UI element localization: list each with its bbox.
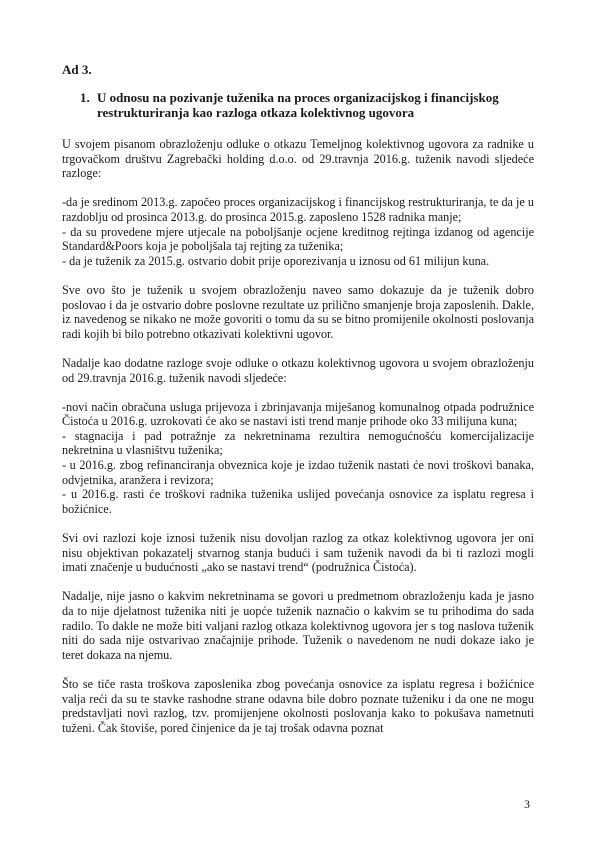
paragraph: Što se tiče rasta troškova zaposlenika zbog povećanja osnovice za isplatu regresa i božićnice valja reći da su te stavke rashodne strane odavna bile dobro poznate tuženiku i da one ne mogu predstavljati novi razlog, tzv. promijenjene okolnosti poslovanja kako to pokušava nametnuti tuženi. Čak štoviše, pored činjenice da je taj trošak odavna poznat bbox=[62, 676, 534, 735]
list-item: - da su provedene mjere utjecale na poboljšanje ocjene kreditnog rejtinga izdanog od agencije Standard&Poors koja je poboljšala taj rejting za tuženika; bbox=[62, 224, 534, 254]
page-number: 3 bbox=[524, 797, 530, 811]
list-item: -da je sredinom 2013.g. započeo proces organizacijskog i financijskog restrukturiranja, te da je u razdoblju od prosinca 2013.g. do prosinca 2015.g. zaposleno 1528 radnika manje; bbox=[62, 195, 534, 224]
document-body bbox=[62, 137, 534, 750]
paragraph: Nadalje, nije jasno o kakvim nekretninama se govori u predmetnom obrazloženju kada je jasno da to nije djelatnost tuženika niti je uopće tuženik naznačio o kakvim se tu prihodima do sada radilo. To dakle ne može biti valjani razlog otkaza kolektivnog ugovora jer s tog naslova tuženik niti do sada nije ostvarivao značajnije prihode. Tuženik o navedenom ne nudi dokaze iako je teret dokaza na njemu. bbox=[62, 589, 534, 662]
list-item: - u 2016.g. rasti će troškovi radnika tuženika uslijed povećanja osnovice za isplatu regresa i božićnice. bbox=[62, 487, 534, 516]
list-item: -novi način obračuna usluga prijevoza i zbrinjavanja miješanog komunalnog otpada podružnice Čistoća u 2016.g. uzrokovati će ako se nastavi isti trend manje prihode oko 33 milijuna kuna; bbox=[62, 399, 534, 429]
additional-reasons-list bbox=[62, 400, 534, 517]
paragraph: Nadalje kao dodatne razloge svoje odluke o otkazu kolektivnog ugovora u svojem obrazloženju od 29.travnja 2016.g. tuženik navodi sljedeće: bbox=[62, 355, 534, 385]
paragraph: U svojem pisanom obrazloženju odluke o otkazu Temeljnog kolektivnog ugovora za radnike u trgovačkom društvu Zagrebački holding d.o.o. od 29.travnja 2016.g. tuženik navodi sljedeće razloge: bbox=[62, 137, 534, 181]
list-item: - stagnacija i pad potražnje za nekretninama rezultira nemogućnošću komercijalizacije nekretnina u vlasništvu tuženika; bbox=[62, 428, 534, 458]
section-title: U odnosu na pozivanje tuženika na proces organizacijskog i financijskog restrukturiranja kao razloga otkaza kolektivnog ugovora bbox=[97, 90, 499, 120]
paragraph: Sve ovo što je tuženik u svojem obrazloženju naveo samo dokazuje da je tuženik dobro poslovao i da je ostvario dobre poslovne rezultate uz prilično smanjenje broja zaposlenih. Dakle, iz navedenog se nikako ne može govoriti o tomu da su se bitno promijenile okolnosti poslovanja radi kojih bi bilo potrebno otkazivati kolektivni ugovor. bbox=[62, 282, 534, 341]
reasons-list bbox=[62, 195, 534, 268]
list-item: - da je tuženik za 2015.g. ostvario dobit prije oporezivanja u iznosu od 61 milijun kuna. bbox=[62, 253, 490, 268]
ad-heading: Ad 3. bbox=[62, 62, 92, 77]
section-heading bbox=[80, 90, 535, 120]
list-item: - u 2016.g. zbog refinanciranja obveznica koje je izdao tuženik nastati će novi troškovi banaka, odvjetnika, aranžera i revizora; bbox=[62, 458, 534, 487]
section-number: 1. bbox=[80, 90, 90, 105]
paragraph: Svi ovi razlozi koje iznosi tuženik nisu dovoljan razlog za otkaz kolektivnog ugovora jer oni nisu objektivan pokazatelj stvarnog stanja budući i sam tuženik navodi da bi ti razlozi mogli imati značenje u budućnosti „ako se nastavi trend“ (podružnica Čistoća). bbox=[62, 531, 534, 575]
